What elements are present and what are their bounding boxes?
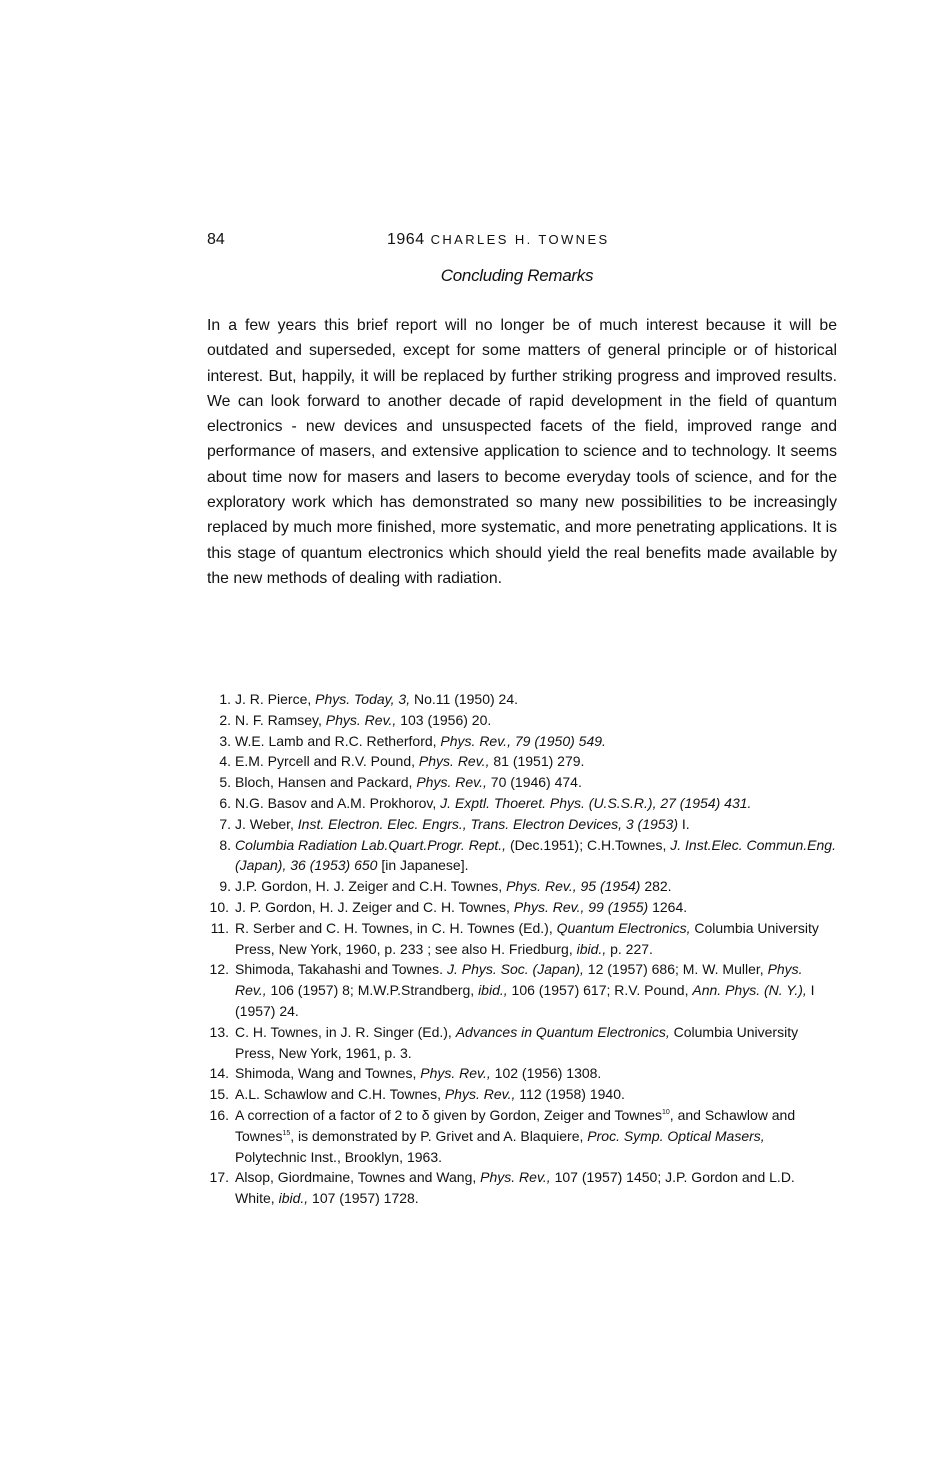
reference-text: 70 (1946) 474. (486, 774, 582, 791)
reference-item (207, 710, 837, 731)
reference-item (207, 1022, 837, 1064)
reference-text: No.11 (1950) 24. (410, 691, 519, 707)
reference-item (207, 731, 837, 752)
reference-number: 11. (210, 919, 229, 936)
reference-text: J. Weber, (235, 815, 298, 832)
reference-text: Bloch, Hansen and Packard, (235, 774, 417, 791)
reference-citation-italic: Phys. Rev., 95 (1954) (506, 878, 641, 895)
reference-text: E.M. Pyrcell and R.V. Pound, (235, 753, 419, 770)
reference-item (207, 751, 837, 772)
reference-number: 4. (219, 753, 231, 770)
reference-text: 106 (1957) 617; R.V. Pound, (507, 982, 693, 999)
reference-number: 3. (219, 732, 231, 749)
reference-item (207, 814, 837, 835)
reference-text: N. F. Ramsey, (235, 711, 326, 728)
reference-number: 1. (219, 691, 231, 707)
reference-citation-italic: ibid., (478, 982, 508, 999)
reference-number: 2. (219, 711, 231, 728)
reference-text: , is demonstrated by P. Grivet and A. Blaquiere, (290, 1127, 588, 1144)
reference-text: p. 227. (606, 940, 653, 957)
reference-item (207, 772, 837, 793)
reference-item (207, 1084, 837, 1105)
page-number: 84 (207, 231, 225, 248)
reference-text: J.P. Gordon, H. J. Zeiger and C.H. Townes, (235, 878, 507, 895)
reference-number: 12. (209, 961, 229, 978)
reference-text: Polytechnic Inst., Brooklyn, 1963. (235, 1148, 442, 1165)
reference-citation-italic: J. Phys. Soc. (Japan), (446, 961, 584, 978)
reference-text: 282. (640, 878, 672, 895)
reference-number: 7. (219, 815, 231, 832)
reference-text: A.L. Schawlow and C.H. Townes, (235, 1086, 445, 1103)
reference-citation-italic: Phys. Rev., 79 (1950) 549. (440, 732, 606, 749)
reference-superscript: 10 (662, 1108, 670, 1116)
reference-citation-italic: Phys. Rev., (325, 711, 397, 728)
reference-text: J. P. Gordon, H. J. Zeiger and C. H. Townes, (235, 898, 514, 915)
reference-text: Columbia University Press, New York, 1961, p. 3. (235, 1023, 799, 1061)
reference-citation-italic: Phys. Rev., (416, 774, 487, 791)
reference-citation-italic: J. Inst.Elec. Commun.Eng. (Japan), 36 (1953) 650 (235, 836, 836, 874)
reference-number: 10. (209, 898, 229, 915)
reference-citation-italic: Phys. Rev., (444, 1086, 516, 1103)
reference-number: 15. (209, 1086, 229, 1103)
reference-number: 17. (209, 1169, 229, 1186)
reference-text: C. H. Townes, in J. R. Singer (Ed.), (235, 1023, 456, 1040)
reference-text: [in Japanese]. (377, 857, 469, 874)
reference-citation-italic: Quantum Electronics, (556, 919, 691, 936)
reference-text: 103 (1956) 20. (396, 711, 492, 728)
reference-text: I (1957) 24. (235, 982, 815, 1019)
reference-citation-italic: Phys. Rev., (420, 1065, 491, 1082)
reference-text: 102 (1956) 1308. (490, 1065, 602, 1082)
reference-citation-italic: Phys. Rev., (235, 961, 803, 999)
section-title: Concluding Remarks (440, 266, 594, 285)
reference-citation-italic: Phys. Rev., (418, 753, 490, 770)
reference-item (207, 897, 837, 918)
reference-superscript: 15 (282, 1129, 291, 1137)
reference-text: I. (678, 815, 690, 832)
reference-citation-italic: Advances in Quantum Electronics, (455, 1023, 670, 1040)
running-head-author: CHARLES H. TOWNES (430, 232, 610, 247)
reference-text: Columbia University Press, New York, 1960, p. 233 ; see also H. Friedburg, (235, 919, 819, 957)
reference-item (207, 793, 837, 814)
reference-text: 112 (1958) 1940. (515, 1086, 625, 1103)
reference-number: 6. (219, 794, 231, 811)
reference-text: 106 (1957) 8; M.W.P.Strandberg, (266, 982, 479, 999)
reference-item (207, 689, 837, 710)
reference-text: 12 (1957) 686; M. W. Muller, (583, 961, 768, 978)
reference-text: A correction of a factor of 2 to δ given by Gordon, Zeiger and Townes (235, 1106, 662, 1123)
reference-item (207, 876, 837, 897)
reference-item (207, 959, 837, 1021)
reference-citation-italic: Ann. Phys. (N. Y.), (692, 982, 807, 999)
reference-text: J. R. Pierce, (235, 691, 316, 707)
reference-citation-italic: ibid., (278, 1190, 309, 1207)
reference-number: 9. (219, 878, 231, 895)
reference-text: Alsop, Giordmaine, Townes and Wang, (235, 1169, 481, 1186)
reference-number: 5. (219, 774, 231, 791)
reference-item (207, 1063, 837, 1084)
reference-number: 13. (209, 1023, 229, 1040)
running-header (207, 231, 827, 253)
reference-citation-italic: Phys. Rev., (480, 1169, 551, 1186)
reference-citation-italic: J. Exptl. Thoeret. Phys. (U.S.S.R.), 27 (1954) 431. (440, 794, 752, 811)
running-head-year: 1964 (387, 231, 425, 248)
reference-citation-italic: Phys. Rev., 99 (1955) (513, 898, 649, 915)
reference-text: W.E. Lamb and R.C. Retherford, (235, 732, 441, 749)
reference-text: (Dec.1951); C.H.Townes, (506, 836, 671, 853)
body-text (207, 313, 837, 591)
running-head (387, 231, 610, 249)
reference-text: 107 (1957) 1450; J.P. Gordon and L.D. White, (235, 1169, 795, 1207)
reference-text: , and Schawlow and Townes (235, 1106, 796, 1144)
reference-text: Shimoda, Wang and Townes, (235, 1065, 421, 1082)
reference-text: N.G. Basov and A.M. Prokhorov, (235, 794, 441, 811)
reference-item (207, 1167, 837, 1209)
reference-number: 16. (209, 1106, 229, 1123)
reference-citation-italic: Proc. Symp. Optical Masers, (587, 1127, 765, 1144)
reference-text: 1264. (648, 898, 688, 915)
reference-list (207, 689, 837, 1209)
reference-citation-italic: Columbia Radiation Lab.Quart.Progr. Rept., (235, 836, 507, 853)
reference-text: R. Serber and C. H. Townes, in C. H. Townes (Ed.), (235, 919, 557, 936)
reference-item (207, 1105, 837, 1167)
reference-number: 14. (209, 1065, 229, 1082)
reference-text: 81 (1951) 279. (489, 753, 585, 770)
reference-citation-italic: Phys. Today, 3, (315, 691, 411, 707)
reference-citation-italic: ibid., (576, 940, 607, 957)
reference-item (207, 918, 837, 960)
body-paragraph: In a few years this brief report will no longer be of much interest because it will be outdated and superseded, except for some matters of general principle or of historical interest. But, happily, it will be replaced by further striking progress and improved results. We can look forward to another decade of rapid development in the field of quantum electronics - new devices and unsuspected facets of the field, improved range and performance of masers, and extensive application to science and to technology. It seems about time now for masers and lasers to become everyday tools of science, and for the exploratory work which has demonstrated so many new possibilities to be increasingly replaced by much more finished, more systematic, and more penetrating applications. It is this stage of quantum electronics which should yield the real benefits made available by the new methods of dealing with radiation. (207, 317, 837, 587)
reference-number: 8. (219, 836, 231, 853)
reference-text: Shimoda, Takahashi and Townes. (235, 961, 447, 978)
reference-text: 107 (1957) 1728. (308, 1190, 419, 1207)
reference-item (207, 835, 837, 877)
reference-citation-italic: Inst. Electron. Elec. Engrs., Trans. Electron Devices, 3 (1953) (297, 815, 679, 832)
